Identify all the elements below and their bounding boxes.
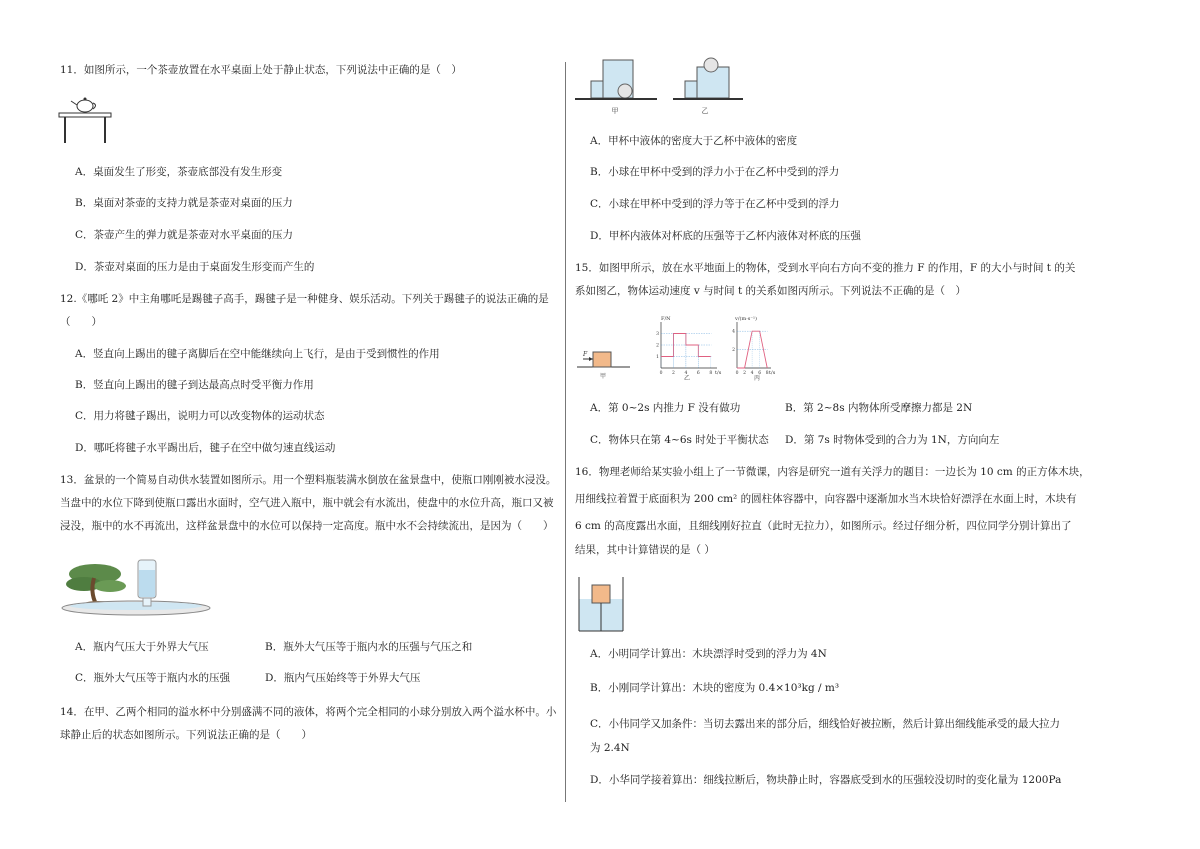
force-chart-xtick: 4 xyxy=(684,371,688,376)
q15-option-d: D．第 7s 时物体受到的合力为 1N，方向向左 xyxy=(785,434,1000,446)
q16-option-a: A．小明同学计算出：木块漂浮时受到的浮力为 4N xyxy=(590,648,827,660)
q15-option-b: B．第 2~8s 内物体所受摩擦力都是 2N xyxy=(785,402,973,414)
velocity-chart-xtick: 6 xyxy=(758,371,762,376)
wood-block xyxy=(592,585,610,603)
bonsai-tree-icon xyxy=(66,564,126,607)
fig-c-label: 丙 xyxy=(753,375,761,382)
q15-option-a: A．第 0~2s 内推力 F 没有做功 xyxy=(590,402,741,414)
chart-c-ylabel: v/(m·s⁻¹) xyxy=(735,316,757,322)
block-in-container-figure xyxy=(575,575,627,633)
q13-option-d: D．瓶内气压始终等于外界大气压 xyxy=(265,672,421,684)
q11-option-c: C．茶壶产生的弹力就是茶壶对水平桌面的压力 xyxy=(75,229,294,241)
velocity-chart-xtick: 4 xyxy=(750,371,754,376)
q12-stem: 12.《哪吒 2》中主角哪吒是踢毽子高手，踢毽子是一种健身、娱乐活动。下列关于踢毽子的说法正确的是 xyxy=(60,293,549,305)
q13-option-a: A．瓶内气压大于外界大气压 xyxy=(75,641,209,653)
overflow-cups-figure xyxy=(575,55,745,117)
cup-a-icon xyxy=(575,60,657,99)
force-chart-xtick: 8 xyxy=(709,371,713,376)
q13-line3: 浸没，瓶中的水不再流出，这样盆景盘中的水位可以保持一定高度。瓶中水不会持续流出，是因为（ ） xyxy=(60,520,554,532)
fig-b-label: 乙 xyxy=(683,375,691,382)
q14-option-d: D．甲杯内液体对杯底的压强等于乙杯内液体对杯底的压强 xyxy=(590,230,861,242)
q12-stem-bracket: （ ） xyxy=(60,316,102,328)
q11-option-a: A．桌面发生了形变，茶壶底部没有发生形变 xyxy=(75,166,283,178)
chart-b-xlabel: t/s xyxy=(715,370,722,376)
q11-option-b: B．桌面对茶壶的支持力就是茶壶对桌面的压力 xyxy=(75,197,293,209)
fig-a-label: 甲 xyxy=(599,373,607,380)
q13-option-c: C．瓶外大气压等于瓶内水的压强 xyxy=(75,672,231,684)
q16-option-c: C．小伟同学又加条件：当切去露出来的部分后，细线恰好被拉断，然后计算出细线能承受的最大拉力 xyxy=(590,718,1061,730)
q11-option-d: D．茶壶对桌面的压力是由于桌面发生形变而产生的 xyxy=(75,261,315,273)
q16-option-b: B．小刚同学计算出：木块的密度为 0.4×10³kg / m³ xyxy=(590,682,840,694)
chart-c-xlabel: t/s xyxy=(769,370,775,376)
q13-line1: 13．盆景的一个简易自动供水装置如图所示。用一个塑料瓶装满水倒放在盆景盘中，使瓶口刚刚被水浸没。 xyxy=(60,474,557,486)
force-chart-xtick: 2 xyxy=(672,371,675,376)
q12-option-d: D．哪吒将毽子水平踢出后，毽子在空中做匀速直线运动 xyxy=(75,442,336,454)
q12-option-a: A．竖直向上踢出的毽子离脚后在空中能继续向上飞行，是由于受到惯性的作用 xyxy=(75,348,440,360)
q15-figures xyxy=(575,312,775,382)
q11-stem: 11．如图所示，一个茶壶放置在水平桌面上处于静止状态，下列说法中正确的是（ ） xyxy=(60,64,462,76)
q16-option-c-cont: 为 2.4N xyxy=(590,742,630,754)
q14-line2: 球静止后的状态如图所示。下列说法正确的是（ ） xyxy=(60,729,312,741)
q14-option-a: A．甲杯中液体的密度大于乙杯中液体的密度 xyxy=(590,135,798,147)
velocity-time-chart xyxy=(732,315,775,382)
force-chart-ytick: 3 xyxy=(656,332,659,337)
force-chart-ytick: 2 xyxy=(656,343,659,349)
force-chart-xtick: 0 xyxy=(659,371,663,376)
chart-b-ylabel: F/N xyxy=(661,316,671,322)
velocity-chart-ytick: 4 xyxy=(732,329,735,335)
q16-option-d: D．小华同学接着算出：细线拉断后，物块静止时，容器底受到水的压强较没切时的变化量为 1200Pa xyxy=(590,774,1062,786)
q12-option-b: B．竖直向上踢出的毽子到达最高点时受平衡力作用 xyxy=(75,379,314,391)
force-block-figure xyxy=(577,351,630,380)
q12-option-c: C．用力将毽子踢出，说明力可以改变物体的运动状态 xyxy=(75,410,325,422)
table-icon xyxy=(59,113,111,143)
velocity-chart-ytick: 2 xyxy=(732,348,735,354)
cup-b-icon xyxy=(673,58,743,99)
q13-line2: 当盘中的水位下降到使瓶口露出水面时，空气进入瓶中，瓶中就会有水流出，使盘中的水位升高，瓶口又被 xyxy=(60,497,554,509)
velocity-chart-xtick: 8 xyxy=(765,371,769,376)
teapot-icon xyxy=(71,98,96,113)
force-label: F xyxy=(583,351,588,358)
q15-line1: 15．如图甲所示，放在水平地面上的物体，受到水平向右方向不变的推力 F 的作用，F 的大小与时间 t 的关 xyxy=(575,262,1076,274)
force-time-chart xyxy=(656,316,722,382)
column-divider xyxy=(565,62,566,802)
q16-line4: 结果，其中计算错误的是（ ） xyxy=(575,544,715,556)
cup-a-label: 甲 xyxy=(611,107,619,115)
q16-line3: 6 cm 的高度露出水面，且细线刚好拉直（此时无拉力），如图所示。经过仔细分析，四位同学分别计算出了 xyxy=(575,520,1072,532)
inverted-bottle-icon xyxy=(138,560,156,606)
q14-option-b: B．小球在甲杯中受到的浮力小于在乙杯中受到的浮力 xyxy=(590,166,840,178)
bonsai-water-supply-figure xyxy=(60,556,220,618)
q13-option-b: B．瓶外大气压等于瓶内水的压强与气压之和 xyxy=(265,641,473,653)
water-tray-icon xyxy=(62,601,210,615)
velocity-chart-xtick: 2 xyxy=(743,371,746,376)
q15-line2: 系如图乙，物体运动速度 v 与时间 t 的关系如图丙所示。下列说法不正确的是（ ） xyxy=(575,285,967,297)
force-chart-ytick: 1 xyxy=(656,355,659,360)
q14-line1: 14．在甲、乙两个相同的溢水杯中分别盛满不同的液体，将两个完全相同的小球分别放入两个溢水杯中。小 xyxy=(60,706,557,718)
cup-b-label: 乙 xyxy=(701,107,709,115)
velocity-chart-xtick: 0 xyxy=(735,371,739,376)
force-chart-xtick: 6 xyxy=(696,371,700,376)
q16-line1: 16．物理老师给某实验小组上了一节微课，内容是研究一道有关浮力的题目：一边长为 10 cm 的正方体木块， xyxy=(575,466,1090,478)
q15-option-c: C．物体只在第 4~6s 时处于平衡状态 xyxy=(590,434,769,446)
teapot-on-table-figure xyxy=(57,93,113,145)
q16-line2: 用细线拉着置于底面积为 200 cm² 的圆柱体容器中，向容器中逐渐加水当木块恰好漂浮在水面上时，木块有 xyxy=(575,493,1077,505)
q14-option-c: C．小球在甲杯中受到的浮力等于在乙杯中受到的浮力 xyxy=(590,198,840,210)
